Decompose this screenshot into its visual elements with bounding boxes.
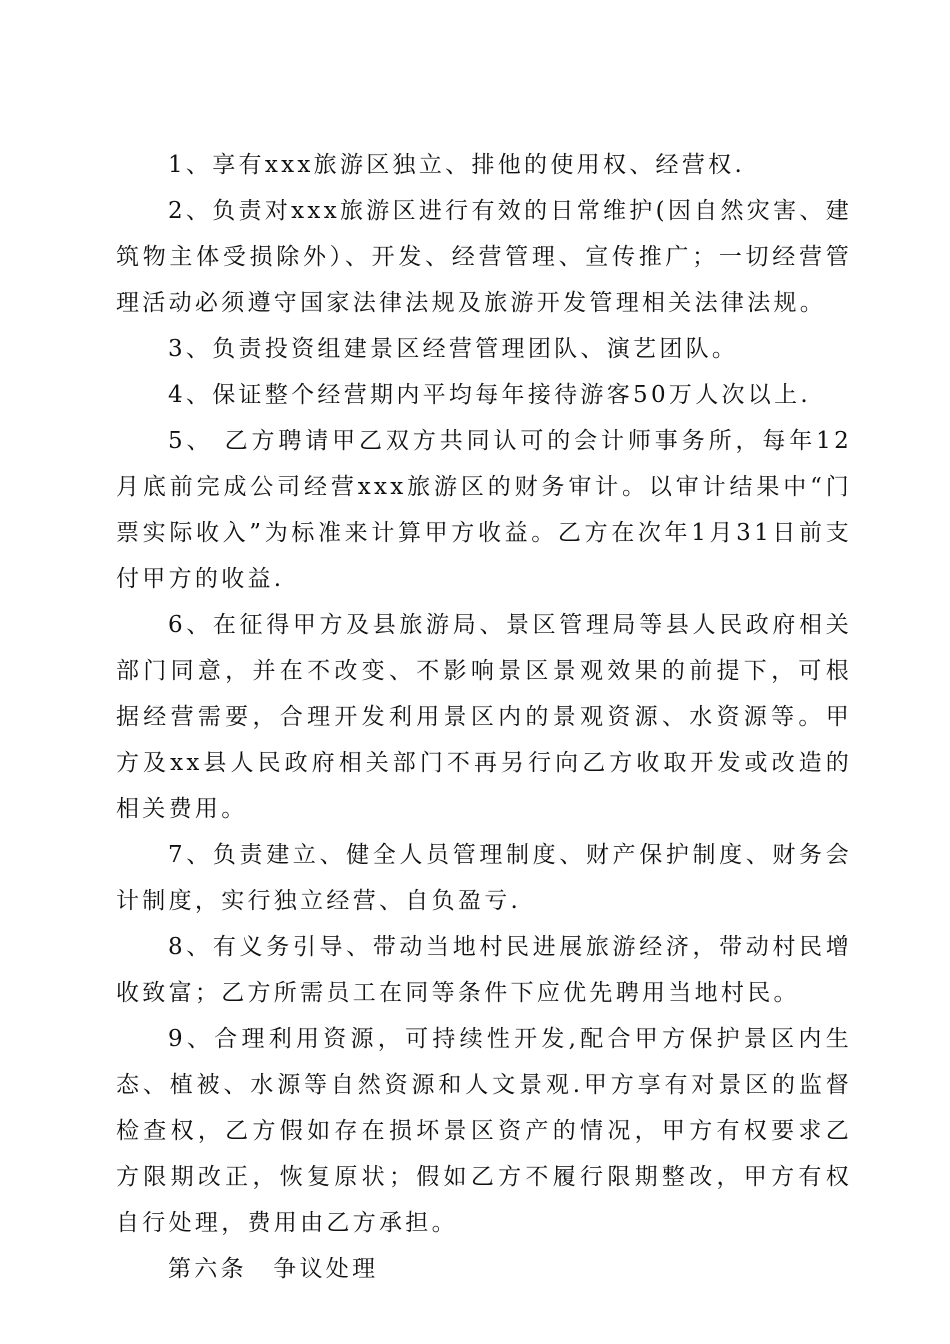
clause-7: 7、负责建立、健全人员管理制度、财产保护制度、财务会计制度，实行独立经营、自负盈亏. bbox=[116, 842, 852, 914]
clause-5: 5、 乙方聘请甲乙双方共同认可的会计师事务所，每年12月底前完成公司经营xxx旅游区的财务审计。以审计结果中“门票实际收入”为标准来计算甲方收益。乙方在次年1月31日前支付甲方的收益. bbox=[116, 428, 852, 592]
clause-4: 4、保证整个经营期内平均每年接待游客50万人次以上. bbox=[168, 382, 812, 408]
clause-8: 8、有义务引导、带动当地村民进展旅游经济，带动村民增收致富；乙方所需员工在同等条件下应优先聘用当地村民。 bbox=[116, 934, 852, 1006]
clause-9: 9、合理利用资源，可持续性开发,配合甲方保护景区内生态、植被、水源等自然资源和人文景观.甲方享有对景区的监督检查权，乙方假如存在损坏景区资产的情况，甲方有权要求乙方限期改正，恢复原状；假如乙方不履行限期整改，甲方有权自行处理，费用由乙方承担。 bbox=[116, 1026, 852, 1236]
clause-1: 1、享有xxx旅游区独立、排他的使用权、经营权. bbox=[168, 152, 746, 178]
clause-6: 6、在征得甲方及县旅游局、景区管理局等县人民政府相关部门同意，并在不改变、不影响景区景观效果的前提下，可根据经营需要，合理开发利用景区内的景观资源、水资源等。甲方及xx县人民政府相关部门不再另行向乙方收取开发或改造的相关费用。 bbox=[116, 612, 852, 822]
section-heading: 第六条 争议处理 bbox=[168, 1256, 379, 1282]
clause-2: 2、负责对xxx旅游区进行有效的日常维护(因自然灾害、建筑物主体受损除外）、开发、经营管理、宣传推广；一切经营管理活动必须遵守国家法律法规及旅游开发管理相关法律法规。 bbox=[116, 198, 852, 316]
clause-3: 3、负责投资组建景区经营管理团队、演艺团队。 bbox=[168, 336, 739, 362]
document-body bbox=[116, 142, 852, 1292]
